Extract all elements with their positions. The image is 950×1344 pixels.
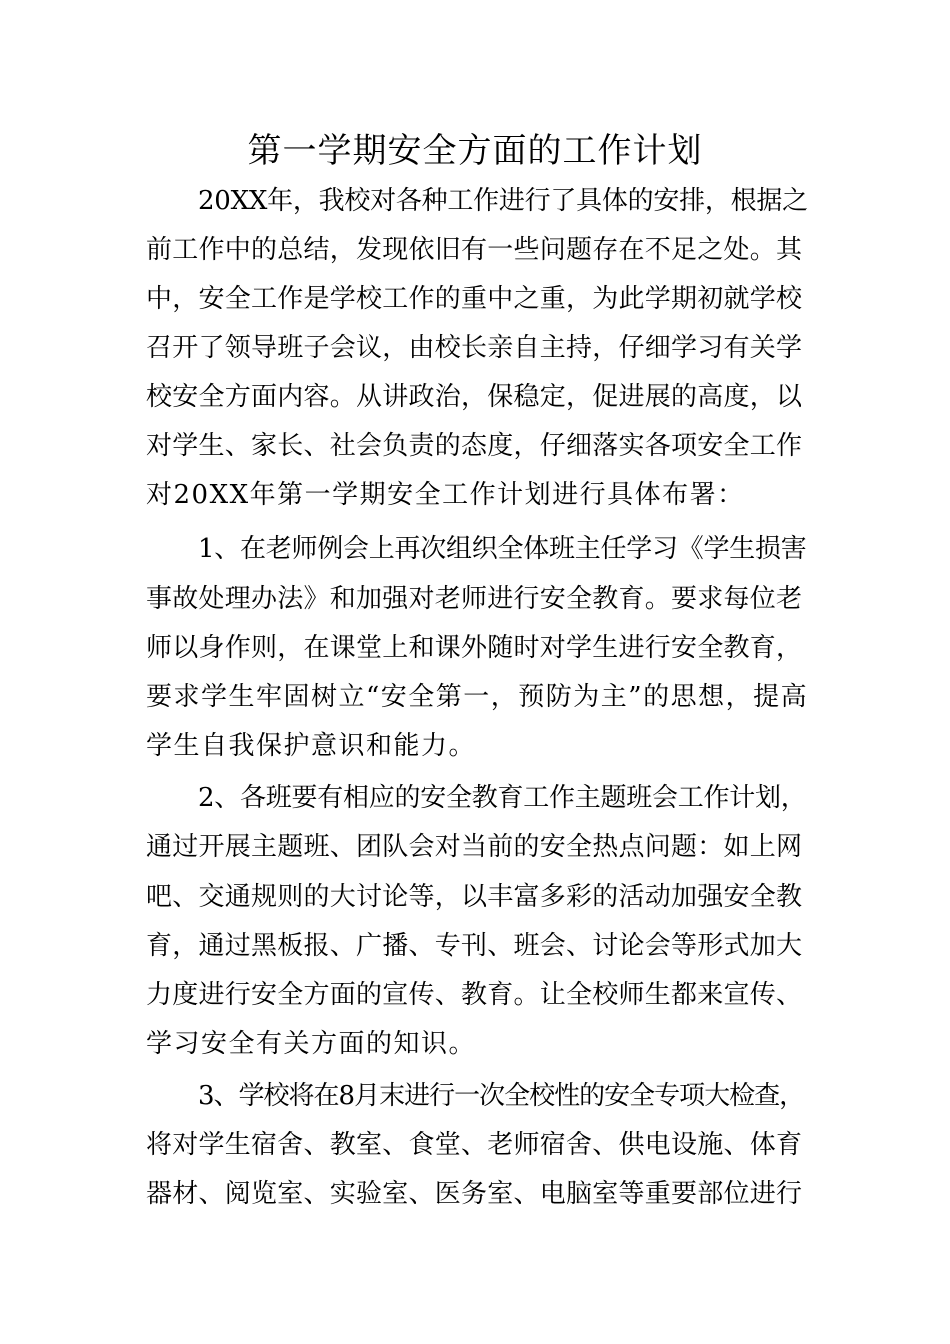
paragraph-1-line-7: 对20XX年第一学期安全工作计划进行具体布署： bbox=[146, 480, 745, 510]
paragraph-4-line-1: 3、学校将在8月末进行一次全校性的安全专项大检查， bbox=[198, 1081, 805, 1111]
paragraph-3-line-4: 育，通过黑板报、广播、专刊、班会、讨论会等形式加大 bbox=[146, 931, 803, 961]
document-title: 第一学期安全方面的工作计划 bbox=[247, 131, 703, 171]
paragraph-2-line-2: 事故处理办法》和加强对老师进行安全教育。要求每位老 bbox=[146, 584, 803, 614]
paragraph-3-line-6: 学习安全有关方面的知识。 bbox=[146, 1029, 477, 1059]
paragraph-3-line-1: 2、各班要有相应的安全教育工作主题班会工作计划， bbox=[198, 783, 807, 813]
paragraph-1-line-3: 中，安全工作是学校工作的重中之重，为此学期初就学校 bbox=[146, 284, 803, 314]
paragraph-3-line-3: 吧、交通规则的大讨论等，以丰富多彩的活动加强安全教 bbox=[146, 882, 803, 912]
paragraph-4-line-3: 器材、阅览室、实验室、医务室、电脑室等重要部位进行 bbox=[146, 1179, 803, 1209]
paragraph-3-line-5: 力度进行安全方面的宣传、教育。让全校师生都来宣传、 bbox=[146, 980, 803, 1010]
paragraph-2-line-3: 师以身作则，在课堂上和课外随时对学生进行安全教育， bbox=[146, 633, 803, 663]
paragraph-3-line-2: 通过开展主题班、团队会对当前的安全热点问题：如上网 bbox=[146, 832, 803, 862]
paragraph-1-line-4: 召开了领导班子会议，由校长亲自主持，仔细学习有关学 bbox=[146, 333, 803, 363]
paragraph-1-line-1: 20XX年，我校对各种工作进行了具体的安排，根据之 bbox=[198, 186, 808, 216]
paragraph-4-line-2: 将对学生宿舍、教室、食堂、老师宿舍、供电设施、体育 bbox=[146, 1130, 803, 1160]
paragraph-2-line-1: 1、在老师例会上再次组织全体班主任学习《学生损害 bbox=[198, 534, 807, 564]
paragraph-1-line-2: 前工作中的总结，发现依旧有一些问题存在不足之处。其 bbox=[146, 235, 803, 265]
paragraph-2-line-5: 学生自我保护意识和能力。 bbox=[146, 731, 477, 761]
paragraph-1-line-5: 校安全方面内容。从讲政治，保稳定，促进展的高度，以 bbox=[146, 382, 803, 412]
paragraph-2-line-4: 要求学生牢固树立“安全第一，预防为主”的思想，提高 bbox=[146, 682, 809, 712]
paragraph-1-line-6: 对学生、家长、社会负责的态度，仔细落实各项安全工作 bbox=[146, 431, 803, 461]
